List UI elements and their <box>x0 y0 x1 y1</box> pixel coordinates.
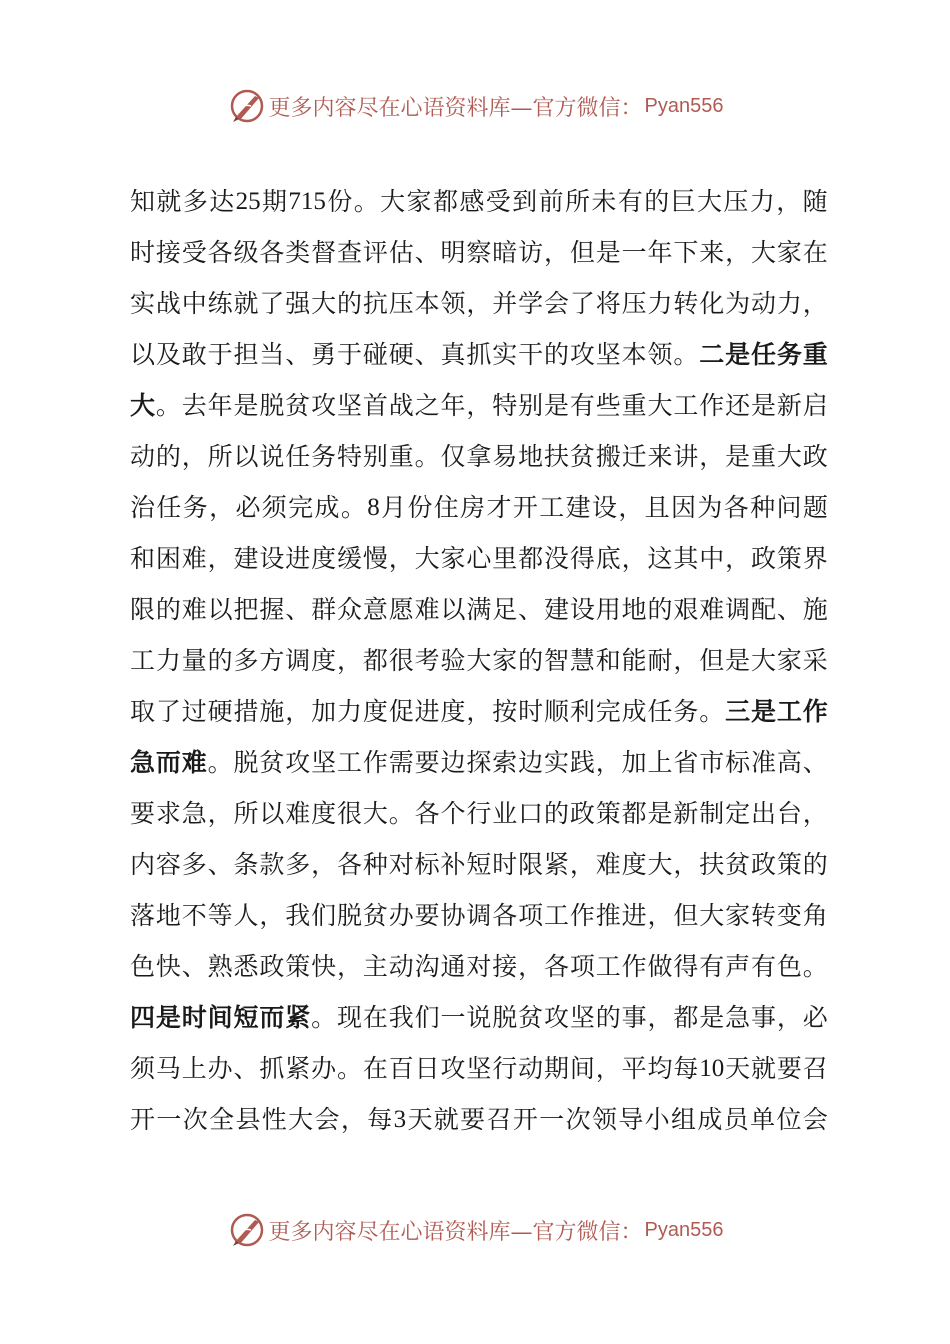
text-line: 急 而 难 。 脱 贫 攻 坚 工 作 需 要 边 探 索 边 实 践 ， 加 上 省 市 标 准 高 、 <box>130 748 828 777</box>
text-line: 四 是 时 间 短 而 紧 。 现 在 我 们 一 说 脱 贫 攻 坚 的 事 ， 都 是 急 事 ， 必 <box>130 1003 828 1032</box>
text-line: 实 战 中 练 就 了 强 大 的 抗 压 本 领 ， 并 学 会 了 将 压 力 转 化 为 动 力 ， <box>130 289 828 318</box>
text-line: 开 一 次 全 县 性 大 会 ， 每 3 天 就 要 召 开 一 次 领 导 小 组 成 员 单 位 会 <box>130 1094 828 1145</box>
text-line: 以 及 敢 于 担 当 、 勇 于 碰 硬 、 真 抓 实 干 的 攻 坚 本 领 。 二 是 任 务 重 <box>130 340 828 369</box>
text-line: 取 了 过 硬 措 施 ， 加 力 度 促 进 度 ， 按 时 顺 利 完 成 任 务 。 三 是 工 作 <box>130 697 828 726</box>
document-body <box>130 176 828 1145</box>
footer-watermark <box>0 1208 950 1252</box>
pen-logo-icon <box>227 1210 267 1250</box>
text-line: 内 容 多 、 条 款 多 ， 各 种 对 标 补 短 时 限 紧 ， 难 度 大 ， 扶 贫 政 策 的 <box>130 850 828 879</box>
watermark-wechat-id: Pyan556 <box>644 1218 724 1241</box>
number-text: 8 <box>367 494 380 521</box>
text-line: 和 困 难 ， 建 设 进 度 缓 慢 ， 大 家 心 里 都 没 得 底 ， 这 其 中 ， 政 策 界 <box>130 544 828 573</box>
text-line: 落 地 不 等 人 ， 我 们 脱 贫 办 要 协 调 各 项 工 作 推 进 ， 但 大 家 转 变 角 <box>130 901 828 930</box>
text-line: 工 力 量 的 多 方 调 度 ， 都 很 考 验 大 家 的 智 慧 和 能 耐 ， 但 是 大 家 采 <box>130 646 828 675</box>
text-line: 治 任 务 ， 必 须 完 成 。 8 月 份 住 房 才 开 工 建 设 ， 且 因 为 各 种 问 题 <box>130 482 828 533</box>
text-line: 大 。 去 年 是 脱 贫 攻 坚 首 战 之 年 ， 特 别 是 有 些 重 大 工 作 还 是 新 启 <box>130 391 828 420</box>
watermark-text: 更多内容尽在心语资料库—官方微信： <box>268 1219 643 1245</box>
text-line: 须 马 上 办 、 抓 紧 办 。 在 百 日 攻 坚 行 动 期 间 ， 平 均 每 10 天 就 要 召 <box>130 1043 828 1094</box>
text-line: 知 就 多 达 25 期 715 份 。 大 家 都 感 受 到 前 所 未 有 的 巨 大 压 力 ， 随 <box>130 176 828 227</box>
number-text: 3 <box>393 1106 407 1133</box>
number-text: 10 <box>699 1055 725 1082</box>
number-text: 25 <box>235 188 261 215</box>
text-line: 要 求 急 ， 所 以 难 度 很 大 。 各 个 行 业 口 的 政 策 都 是 新 制 定 出 台 ， <box>130 799 828 828</box>
watermark-wechat-id: Pyan556 <box>644 94 724 117</box>
pen-logo-icon <box>227 86 267 126</box>
text-line: 动 的 ， 所 以 说 任 务 特 别 重 。 仅 拿 易 地 扶 贫 搬 迁 来 讲 ， 是 重 大 政 <box>130 442 828 471</box>
text-line: 限 的 难 以 把 握 、 群 众 意 愿 难 以 满 足 、 建 设 用 地 的 艰 难 调 配 、 施 <box>130 595 828 624</box>
header-watermark <box>0 84 950 128</box>
text-line: 时 接 受 各 级 各 类 督 查 评 估 、 明 察 暗 访 ， 但 是 一 年 下 来 ， 大 家 在 <box>130 238 828 267</box>
text-line: 色 快 、 熟 悉 政 策 快 ， 主 动 沟 通 对 接 ， 各 项 工 作 做 得 有 声 有 色 。 <box>130 952 828 981</box>
number-text: 715 <box>288 188 326 215</box>
watermark-text: 更多内容尽在心语资料库—官方微信： <box>268 95 643 121</box>
